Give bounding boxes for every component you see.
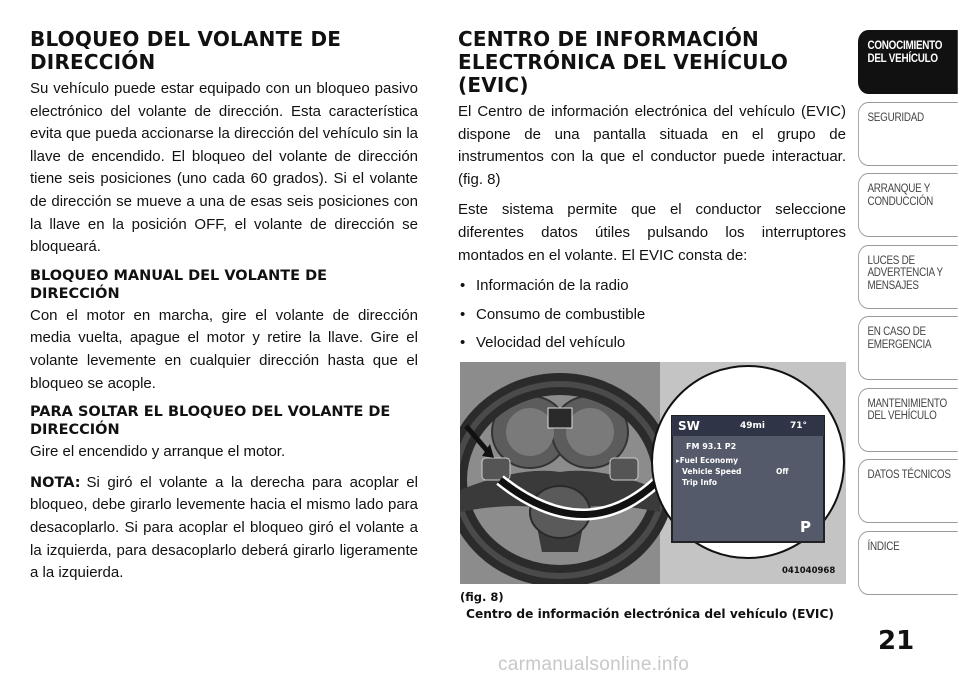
paragraph-release-lock: Gire el encendido y arranque el motor. bbox=[30, 443, 286, 461]
note-text: Si giró el volante a la derecha para acoplar el bloqueo, debe girarlo levemente hacia el mismo lado para desacoplarlo. Si para acoplar el bloqueo giró el volante a la izquierda, para desacoplarlo deberá girarlo ligeramente a la izquierda. bbox=[30, 473, 418, 582]
list-item: • Consumo de combustible bbox=[458, 304, 846, 327]
note-label: NOTA: bbox=[30, 474, 81, 491]
tab-seguridad[interactable]: SEGURIDAD bbox=[858, 102, 958, 166]
display-radio: FM 93.1 P2 bbox=[686, 442, 737, 451]
tab-conocimiento-del-vehiculo[interactable]: CONOCIMIENTO DEL VEHÍCULO bbox=[858, 30, 958, 94]
heading-steering-lock: BLOQUEO DEL VOLANTE DE DIRECCIÓN bbox=[30, 27, 342, 74]
paragraph-steering-lock: Su vehículo puede estar equipado con un bloqueo pasivo electrónico del volante de dirección. Esta característica evita que pueda accionarse la dirección del vehículo sin la llave de encendido. El bloqueo del volante de dirección tiene seis posiciones (uno cada 60 grados). Si el volante de dirección se mueve a una de esas seis posiciones con la llave en la posición OFF, el volante de dirección se bloqueará. bbox=[30, 80, 418, 256]
tab-indice[interactable]: ÍNDICE bbox=[858, 531, 958, 595]
tab-en-caso-de-emergencia[interactable]: EN CASO DE EMERGENCIA bbox=[858, 316, 958, 380]
display-gear: P bbox=[800, 518, 811, 536]
figure-reference: (fig. 8) bbox=[460, 590, 504, 604]
tab-luces-de-advertencia[interactable]: LUCES DE ADVERTENCIA Y MENSAJES bbox=[858, 245, 958, 309]
paragraph-evic-intro: El Centro de información electrónica del vehículo (EVIC) dispone de una pantalla situada en el grupo de instrumentos con la que el conductor puede interactuar. (fig. 8) bbox=[458, 103, 846, 188]
display-menu-trip-info: Trip Info bbox=[682, 478, 718, 487]
paragraph-manual-lock: Con el motor en marcha, gire el volante de dirección media vuelta, apague el motor y retire la llave. Gire el volante levemente en cualquier dirección hasta que el bloqueo se acople. bbox=[30, 306, 418, 392]
tab-arranque-y-conduccion[interactable]: ARRANQUE Y CONDUCCIÓN bbox=[858, 173, 958, 237]
watermark: carmanualsonline.info bbox=[498, 654, 690, 675]
heading-release-lock: PARA SOLTAR EL BLOQUEO DEL VOLANTE DE DIRECCIÓN bbox=[30, 404, 391, 439]
figure-caption bbox=[460, 589, 850, 623]
display-temperature: 71° bbox=[790, 421, 808, 431]
display-range: 49mi bbox=[740, 421, 765, 431]
tab-datos-tecnicos[interactable]: DATOS TÉCNICOS bbox=[858, 459, 958, 523]
right-column bbox=[458, 28, 846, 390]
heading-evic: CENTRO DE INFORMACIÓN ELECTRÓNICA DEL VEHÍCULO (EVIC) bbox=[458, 27, 789, 97]
left-column bbox=[30, 28, 418, 593]
image-code: 041040968 bbox=[782, 566, 836, 576]
display-menu-value: Off bbox=[776, 467, 789, 476]
paragraph-evic-features: Este sistema permite que el conductor seleccione diferentes datos útiles pulsando los interruptores montados en el volante. El EVIC consta de: bbox=[458, 201, 846, 264]
page-number: 21 bbox=[878, 626, 915, 656]
chapter-tabs bbox=[858, 30, 960, 602]
list-item: • Velocidad del vehículo bbox=[458, 332, 846, 355]
list-item: • Información de la radio bbox=[458, 275, 846, 298]
evic-figure bbox=[460, 362, 846, 584]
note-paragraph bbox=[30, 472, 418, 585]
heading-manual-lock: BLOQUEO MANUAL DEL VOLANTE DE DIRECCIÓN bbox=[30, 267, 328, 302]
display-compass: SW bbox=[678, 419, 700, 433]
figure-title: Centro de información electrónica del vehículo (EVIC) bbox=[466, 607, 834, 621]
display-menu-fuel-economy: ▸Fuel Economy bbox=[676, 456, 739, 465]
display-menu-vehicle-speed: Vehicle Speed bbox=[682, 467, 742, 476]
tab-mantenimiento[interactable]: MANTENIMIENTO DEL VEHÍCULO bbox=[858, 388, 958, 452]
